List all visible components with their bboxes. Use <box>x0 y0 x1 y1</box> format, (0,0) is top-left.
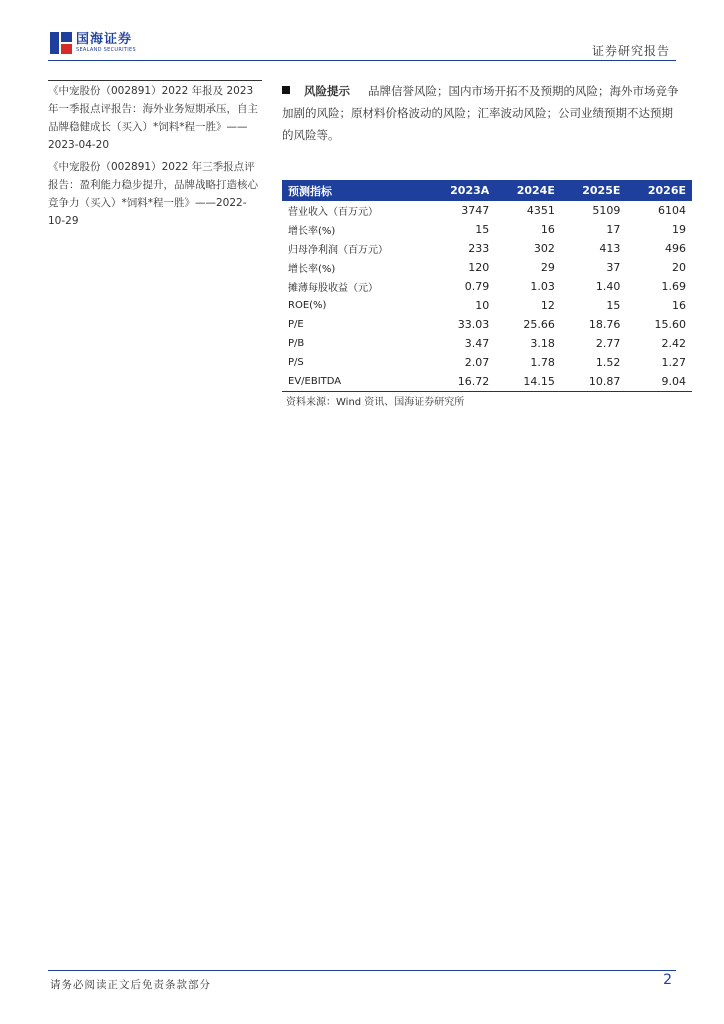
column-header: 2023A <box>428 180 495 201</box>
company-logo <box>50 30 136 56</box>
row-label: ROE(%) <box>288 300 327 311</box>
table-cell: 1.40 <box>595 280 621 293</box>
table-cell: 10.87 <box>561 372 627 392</box>
table-cell: 4351 <box>526 204 555 217</box>
row-label: 营业收入（百万元） <box>288 207 378 218</box>
column-header: 2024E <box>495 180 561 201</box>
table-cell: 18.76 <box>588 318 621 331</box>
table-cell: 12 <box>540 299 555 312</box>
table-row <box>282 277 692 296</box>
table-cell: 15.60 <box>654 318 686 331</box>
table-cell: 15 <box>475 223 490 236</box>
row-label: P/S <box>288 357 304 368</box>
table-header-row <box>282 180 692 201</box>
related-report-item[interactable]: 《中宠股份（002891）2022 年三季报点评报告：盈利能力稳步提升，品牌战略打造核心竞争力（买入）*饲料*程一胜》——2022-10-29 <box>48 161 258 227</box>
row-label: P/E <box>288 319 304 330</box>
row-label: 归母净利润（百万元） <box>288 245 388 256</box>
table-cell: 1.27 <box>661 356 686 369</box>
column-header: 2025E <box>561 180 627 201</box>
risk-title: 风险提示 <box>304 84 350 98</box>
table-cell: 15 <box>606 299 621 312</box>
column-header: 预测指标 <box>282 180 428 201</box>
table-row <box>282 372 692 392</box>
table-cell: 3747 <box>461 204 490 217</box>
table-row <box>282 353 692 372</box>
table-cell: 9.04 <box>626 372 692 392</box>
table-cell: 1.69 <box>661 280 686 293</box>
table-cell: 25.66 <box>523 318 555 331</box>
table-cell: 2.77 <box>595 337 621 350</box>
table-cell: 3.47 <box>464 337 490 350</box>
table-cell: 19 <box>672 223 686 236</box>
table-row <box>282 239 692 258</box>
risk-text: 品牌信誉风险；国内市场开拓不及预期的风险；海外市场竞争加剧的风险；原材料价格波动的风险；汇率波动风险；公司业绩预期不达预期的风险等。 <box>282 84 679 142</box>
bullet-icon <box>282 86 290 94</box>
table-cell: 2.07 <box>464 356 490 369</box>
table-source-note: 资料来源：Wind 资讯、国海证券研究所 <box>286 397 465 408</box>
table-row <box>282 258 692 277</box>
table-row <box>282 201 692 220</box>
disclaimer-note: 请务必阅读正文后免责条款部分 <box>50 979 211 991</box>
table-cell: 33.03 <box>457 318 490 331</box>
header-divider <box>48 60 676 61</box>
footer-divider <box>48 970 676 971</box>
table-cell: 2.42 <box>661 337 686 350</box>
table-cell: 496 <box>665 242 686 255</box>
row-label: 增长率(%) <box>288 226 336 237</box>
page-number: 2 <box>663 972 672 988</box>
table-cell: 1.78 <box>530 356 555 369</box>
table-cell: 1.03 <box>530 280 555 293</box>
risk-section <box>282 80 682 146</box>
related-report-item[interactable]: 《中宠股份（002891）2022 年报及 2023 年一季报点评报告：海外业务短期承压，自主品牌稳健成长（买入）*饲料*程一胜》——2023-04-20 <box>48 85 258 151</box>
table-cell: 302 <box>533 242 555 255</box>
related-reports <box>48 80 262 230</box>
report-type-label: 证券研究报告 <box>591 44 670 58</box>
table-row <box>282 220 692 239</box>
table-cell: 0.79 <box>464 280 490 293</box>
table-cell: 14.15 <box>495 372 561 392</box>
table-cell: 16.72 <box>428 372 495 392</box>
table-cell: 29 <box>540 261 555 274</box>
table-cell: 17 <box>606 223 621 236</box>
page-header <box>48 28 676 60</box>
logo-icon <box>50 32 72 54</box>
table-cell: 10 <box>475 299 490 312</box>
table-row <box>282 334 692 353</box>
table-cell: 5109 <box>592 204 621 217</box>
table-cell: 413 <box>599 242 621 255</box>
table-cell: 1.52 <box>595 356 621 369</box>
table-cell: 120 <box>468 261 490 274</box>
table-cell: 233 <box>468 242 490 255</box>
logo-name-cn: 国海证券 <box>76 32 133 47</box>
logo-name-en: SEALAND SECURITIES <box>76 47 136 53</box>
forecast-table <box>282 180 692 392</box>
table-cell: 3.18 <box>530 337 555 350</box>
table-row <box>282 315 692 334</box>
row-label: 摊薄每股收益（元） <box>288 283 378 294</box>
table-cell: 6104 <box>658 204 686 217</box>
table-row <box>282 296 692 315</box>
table-cell: 16 <box>540 223 555 236</box>
column-header: 2026E <box>626 180 692 201</box>
row-label: EV/EBITDA <box>282 372 428 392</box>
table-cell: 16 <box>672 299 686 312</box>
table-cell: 37 <box>606 261 621 274</box>
row-label: 增长率(%) <box>288 264 336 275</box>
table-cell: 20 <box>672 261 686 274</box>
row-label: P/B <box>288 338 305 349</box>
